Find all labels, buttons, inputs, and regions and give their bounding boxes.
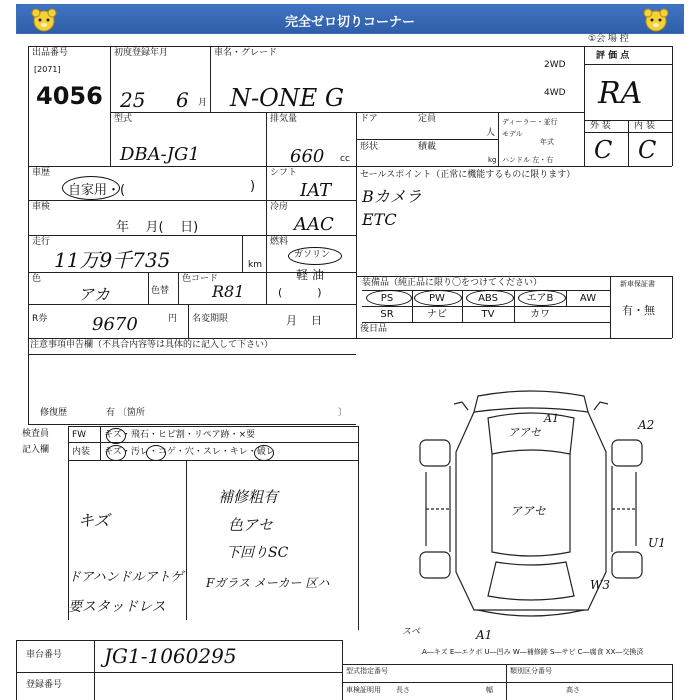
- equip-aw: AW: [579, 293, 597, 304]
- legend-row-1: A―キズ E―エクボ U―凹み W―補修跡 S―サビ C―腐食 XX―交換済: [422, 648, 644, 656]
- reg-limit-fields: 月 日: [286, 314, 322, 327]
- height-label: 高さ: [566, 686, 580, 694]
- divider: [506, 664, 507, 700]
- model-label: 型式: [114, 114, 133, 124]
- equipment-label: 装備品（純正品に限り〇をつけてください）: [362, 278, 543, 288]
- divider: [68, 426, 358, 427]
- shift-value: IAT: [300, 180, 332, 201]
- history-value: 自家用・(: [68, 183, 126, 198]
- divider: [672, 664, 673, 700]
- divider: [628, 120, 629, 166]
- displacement-value: 660: [290, 146, 325, 167]
- lot-sub: [2071]: [34, 65, 61, 74]
- equip-abs: ABS: [478, 293, 498, 304]
- divider: [266, 112, 267, 166]
- diag-fade-2: アアセ: [510, 504, 546, 518]
- ext-label: 外 装: [590, 121, 611, 131]
- model-year-label2: 年式: [540, 138, 554, 146]
- divider: [672, 276, 673, 338]
- repair-close: 〕: [338, 408, 348, 418]
- sales-point-1: Bカメラ: [362, 187, 422, 206]
- class-label: 類別区分番号: [510, 667, 552, 675]
- bear-mascot-icon: [641, 7, 671, 33]
- capacity-unit: 人: [486, 128, 496, 138]
- cert-label: 車検証明用: [346, 686, 381, 694]
- circle-mark: [106, 428, 126, 444]
- inspector-label-1: 検査員: [22, 429, 50, 439]
- divider: [342, 640, 343, 700]
- door-label: ドア: [360, 114, 378, 124]
- length-label: 長さ: [396, 686, 410, 694]
- divider: [110, 46, 111, 166]
- inspector-interior: 内装: [72, 447, 91, 457]
- mileage-unit: km: [248, 260, 262, 270]
- displacement-unit: cc: [340, 154, 350, 164]
- circle-mark: [146, 445, 166, 461]
- divider: [28, 338, 29, 424]
- car-name-label: 車名・グレード: [214, 48, 278, 58]
- divider: [94, 640, 95, 700]
- divider: [356, 166, 357, 338]
- divider: [28, 338, 356, 339]
- color-code-label: 色コード: [182, 274, 219, 284]
- diag-a1-top: A1: [544, 412, 559, 425]
- rear-seat-label: 後日品: [360, 324, 388, 334]
- divider: [242, 235, 243, 272]
- chassis-value: JG1-1060295: [104, 644, 237, 668]
- eval-label: 評 価 点: [596, 51, 630, 61]
- divider: [356, 338, 672, 339]
- mileage-label: 走行: [32, 237, 51, 247]
- divider: [28, 166, 29, 338]
- repair-value: 有 〔箇所: [106, 408, 145, 418]
- int-label: 内 装: [634, 121, 655, 131]
- divider: [28, 200, 266, 201]
- fuel-paren: ( ): [278, 286, 322, 299]
- circle-mark: [106, 445, 126, 461]
- venue-copy-label: ①会 場 控: [588, 34, 629, 44]
- lot-label: 出品番号: [32, 48, 69, 58]
- form-row-divider: [28, 166, 672, 167]
- first-reg-label: 初度登録年月: [114, 48, 169, 58]
- divider: [342, 682, 672, 683]
- handle-label: ハンドル 左・右: [502, 156, 554, 164]
- divider: [28, 235, 266, 236]
- sales-point-2: ETC: [362, 210, 397, 229]
- equip-tv: TV: [481, 309, 495, 320]
- diag-fade-1: アアセ: [508, 426, 541, 439]
- diag-w3: W3: [590, 578, 610, 592]
- equip-airbag: エアB: [526, 293, 554, 304]
- divider: [28, 354, 356, 355]
- banner: [16, 4, 684, 34]
- inspection-fields: 年 月( 日): [116, 220, 199, 235]
- form-border-left: [28, 46, 29, 166]
- note-scratch: キズ: [78, 511, 110, 530]
- eval-value: RA: [598, 76, 643, 111]
- inspector-label-2: 記入欄: [22, 445, 50, 455]
- lot-number: 4056: [36, 82, 103, 110]
- divider: [358, 460, 359, 630]
- inspector-row-1: キズ・飛石・ヒビ割・リペア跡・×要: [104, 430, 256, 440]
- divider: [358, 426, 359, 460]
- note-windshield: Fガラス メーカー 区ハ: [206, 576, 330, 590]
- note-repair: 補修粗有: [218, 488, 279, 506]
- divider: [356, 276, 672, 277]
- divider: [584, 64, 672, 65]
- color-change-label: 色替: [151, 286, 170, 296]
- divider: [110, 112, 584, 113]
- load-unit: kg: [488, 156, 497, 164]
- inspection-label: 車検: [32, 202, 51, 212]
- ext-value: C: [594, 136, 613, 164]
- recycle-value: 9670: [92, 314, 138, 335]
- color-value: アカ: [78, 285, 110, 304]
- divider: [610, 276, 611, 338]
- form-border-right: [672, 46, 673, 166]
- divider: [178, 272, 179, 304]
- divider: [100, 426, 101, 460]
- first-reg-year: 25: [120, 88, 146, 112]
- dealer-label: ディーラー・並行: [502, 118, 558, 126]
- fuel-diesel: 軽 油: [296, 268, 324, 282]
- int-value: C: [638, 136, 657, 164]
- banner-title: 完全ゼロ切りコーナー: [284, 15, 415, 30]
- reg-limit-label: 名変期限: [192, 314, 229, 324]
- recycle-unit: 円: [168, 314, 178, 324]
- circle-mark: [366, 290, 412, 306]
- drive-4wd: 4WD: [544, 88, 566, 98]
- fuel-label: 燃料: [270, 237, 289, 247]
- divider: [188, 304, 189, 338]
- circle-mark: [518, 290, 566, 306]
- width-label: 幅: [486, 686, 493, 694]
- circle-mark: [254, 445, 274, 461]
- shift-label: シフト: [270, 168, 298, 178]
- car-name-value: N-ONE G: [230, 84, 345, 112]
- note-undercarriage: 下回りSC: [226, 545, 289, 561]
- divider: [68, 426, 69, 460]
- inspector-row-2: キズ・汚レ・コゲ・穴・スレ・キレ・破レ: [104, 447, 275, 457]
- model-value: DBA-JG1: [120, 144, 200, 165]
- ac-value: AAC: [294, 214, 334, 235]
- divider: [266, 235, 356, 236]
- diag-a2: A2: [638, 418, 655, 432]
- divider: [356, 139, 498, 140]
- ac-label: 冷房: [270, 202, 289, 212]
- diag-label: スベ: [402, 627, 421, 637]
- equip-leather: カワ: [530, 309, 550, 320]
- form-border-top: [28, 46, 672, 47]
- equip-sr: SR: [380, 309, 394, 320]
- unit-month: 月: [198, 98, 208, 108]
- divider: [210, 46, 211, 112]
- sales-label: セールスポイント（正常に機能するものに限ります）: [360, 170, 576, 180]
- equip-pw: PW: [429, 293, 445, 304]
- warranty-value: 有・無: [622, 304, 655, 317]
- divider: [186, 460, 187, 620]
- circle-mark: [414, 290, 462, 306]
- note-fade: 色アセ: [228, 516, 273, 534]
- history-label: 車歴: [32, 168, 51, 178]
- load-label: 積載: [418, 142, 437, 152]
- divider: [342, 664, 672, 665]
- color-label: 色: [32, 274, 42, 284]
- capacity-label: 定員: [418, 114, 437, 124]
- shape-label: 形状: [360, 142, 379, 152]
- diag-a1-bottom: A1: [476, 628, 493, 642]
- color-code-value: R81: [212, 282, 245, 301]
- divider: [498, 112, 499, 166]
- warranty-label: 新車保証書: [620, 280, 655, 288]
- mileage-value: 11万9千735: [54, 248, 171, 272]
- fuel-gas: ガソリン: [294, 250, 331, 260]
- history-close: ): [250, 179, 256, 194]
- divider: [16, 640, 17, 700]
- inspector-fw: FW: [72, 430, 87, 440]
- circle-mark: [466, 290, 514, 306]
- chassis-label: 車台番号: [26, 650, 63, 660]
- divider: [16, 672, 342, 673]
- recycle-label: R券: [32, 314, 48, 324]
- equip-navi: ナビ: [427, 309, 447, 320]
- diag-u1: U1: [648, 536, 666, 550]
- model-year-label: モデル: [502, 130, 523, 138]
- notes-label: 注意事項申告欄（不具合内容等は具体的に記入して下さい）: [30, 340, 274, 350]
- first-reg-month: 6: [176, 88, 189, 112]
- note-studless: 要スタッドレス: [68, 599, 166, 615]
- repair-label: 修復歴: [40, 408, 68, 418]
- displacement-label: 排気量: [270, 114, 298, 124]
- type-cert-label: 型式指定番号: [346, 667, 388, 675]
- equip-ps: PS: [380, 293, 394, 304]
- reg-label: 登録番号: [26, 680, 63, 690]
- drive-2wd: 2WD: [544, 60, 566, 70]
- divider: [16, 640, 342, 641]
- divider: [28, 424, 356, 425]
- note-door-handle: ドアハンドルアトゲ: [68, 570, 184, 585]
- divider: [148, 272, 149, 304]
